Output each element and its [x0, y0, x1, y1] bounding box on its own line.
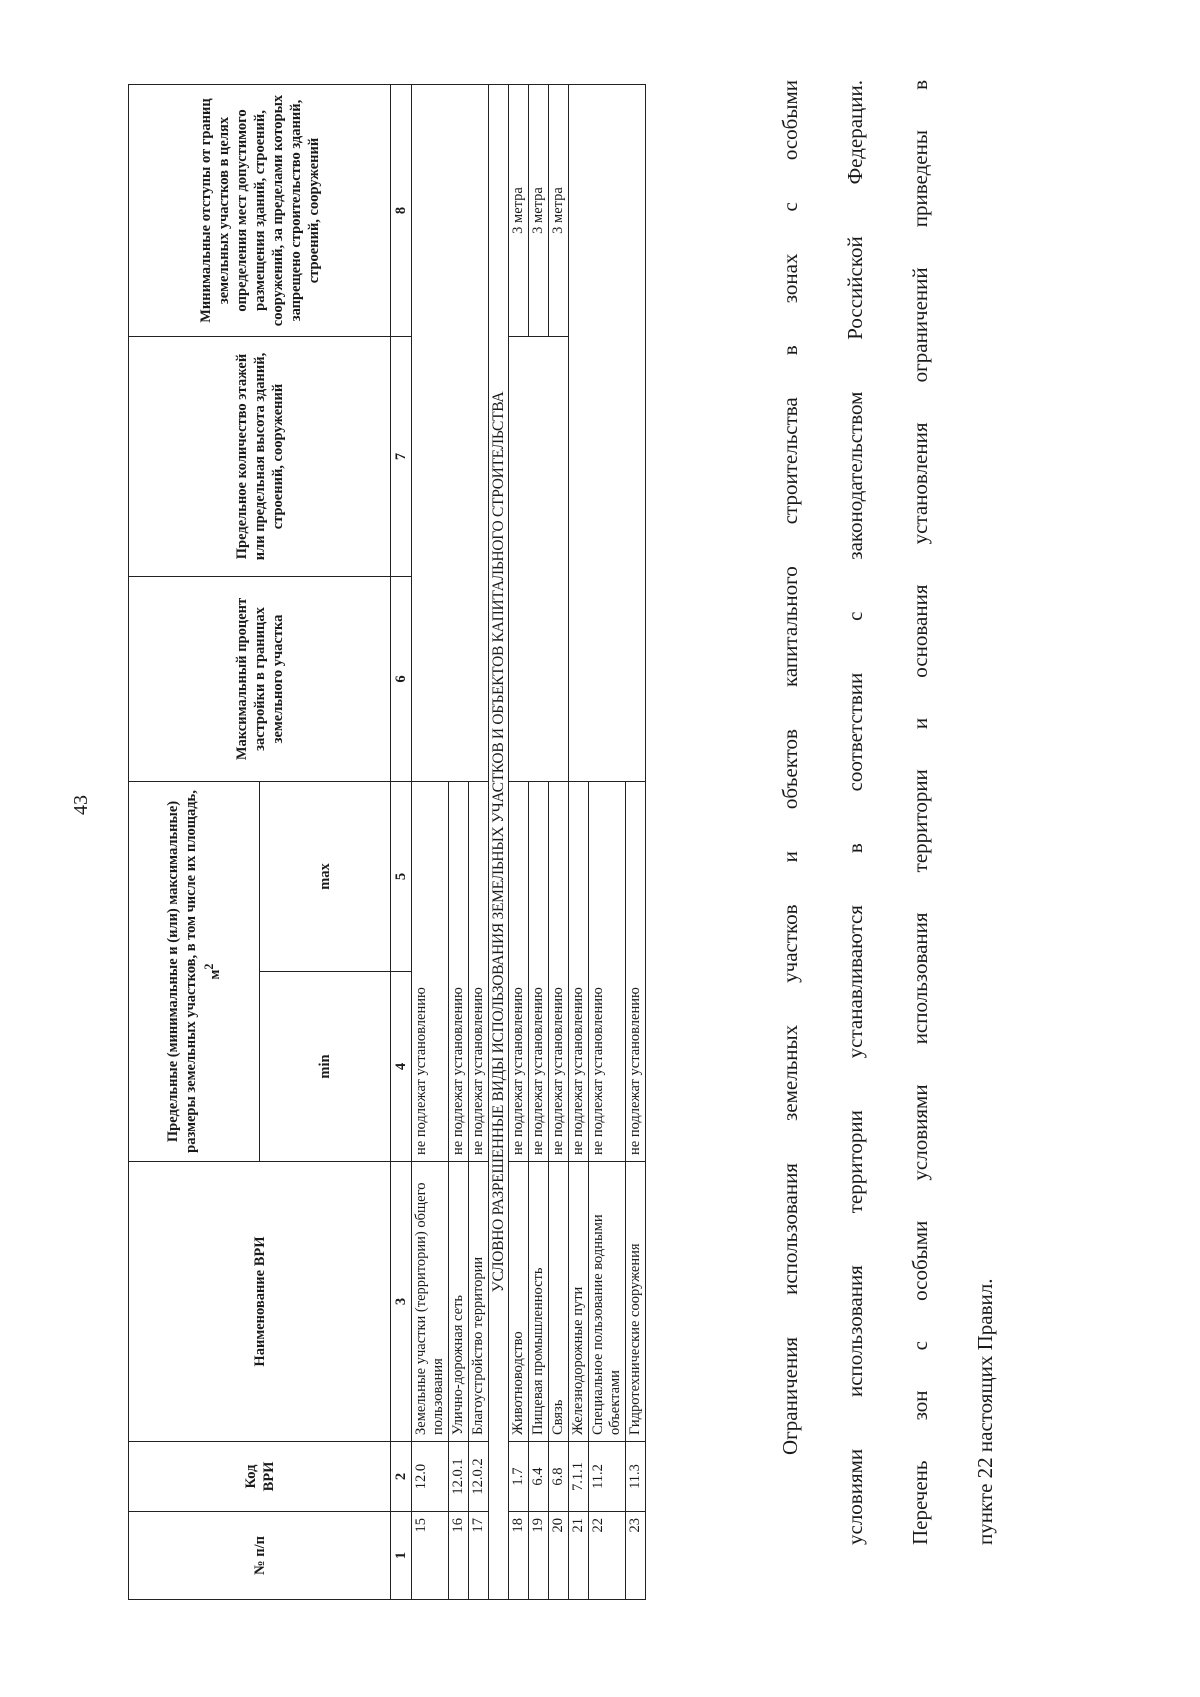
header-num: № п/п — [129, 1512, 391, 1600]
col-number: 8 — [391, 85, 412, 337]
header-code: Код ВРИ — [129, 1442, 391, 1512]
row-size: не подлежат установлению — [509, 782, 529, 1162]
header-min: min — [260, 972, 391, 1162]
merged-empty-cell — [569, 85, 646, 782]
header-setback: Минимальные отступы от границ земельных участков в целях определения мест допустимого размещения зданий, строений, сооружений, за пределами которых запрещено строительство зданий, строений, сооружений — [129, 85, 391, 337]
table-row — [549, 85, 569, 1600]
row-name: Пищевая промышленность — [529, 1162, 549, 1442]
col-number: 7 — [391, 337, 412, 577]
col-number: 6 — [391, 577, 412, 782]
row-code: 6.4 — [529, 1442, 549, 1512]
col-number: 3 — [391, 1162, 412, 1442]
row-name: Специальное пользование водными объектами — [589, 1162, 626, 1442]
col-number: 4 — [391, 972, 412, 1162]
table-row — [569, 85, 589, 1600]
header-floors: Предельное количество этажей или предельная высота зданий, строений, сооружений — [129, 337, 391, 577]
table-row — [509, 85, 529, 1600]
header-percent: Максимальный процент застройки в границах земельного участка — [129, 577, 391, 782]
paragraph-zones-line2: пункте 22 настоящих Правил. — [973, 1278, 997, 1545]
row-setback: 3 метра — [529, 85, 549, 337]
page-number: 43 — [70, 795, 92, 815]
row-size: не подлежат установлению — [449, 782, 469, 1162]
header-size: Предельные (минимальные и (или) максимальные) размеры земельных участков, в том числе их площадь, $м^2$ — [129, 782, 260, 1162]
row-size: не подлежат установлению — [549, 782, 569, 1162]
row-code: 12.0.1 — [449, 1442, 469, 1512]
row-name: Связь — [549, 1162, 569, 1442]
row-num: 16 — [449, 1512, 469, 1600]
section-title: УСЛОВНО РАЗРЕШЕННЫЕ ВИДЫ ИСПОЛЬЗОВАНИЯ ЗЕМЕЛЬНЫХ УЧАСТКОВ И ОБЪЕКТОВ КАПИТАЛЬНОГО СТРОИТЕЛЬСТВА — [489, 85, 509, 1600]
row-num: 15 — [412, 1512, 449, 1600]
row-size: не подлежат установлению — [412, 782, 449, 1162]
row-size: не подлежат установлению — [529, 782, 549, 1162]
section-row — [489, 85, 509, 1600]
row-num: 21 — [569, 1512, 589, 1600]
header-row-1 — [129, 85, 260, 1600]
row-code: 6.8 — [549, 1442, 569, 1512]
paragraph-restrictions-line1: Ограничения использования земельных участков и объектов капитального строительства в зонах с особыми — [778, 80, 802, 1455]
col-number: 5 — [391, 782, 412, 972]
paragraph-zones-line1: Перечень зон с особыми условиями использования территории и основания установления ограничений приведены в — [908, 80, 932, 1545]
row-size: не подлежат установлению — [469, 782, 489, 1162]
row-num: 19 — [529, 1512, 549, 1600]
col-number: 2 — [391, 1442, 412, 1512]
row-name: Железнодорожные пути — [569, 1162, 589, 1442]
row-num: 17 — [469, 1512, 489, 1600]
header-max: max — [260, 782, 391, 972]
paragraph-restrictions-line2: условиями использования территории устанавливаются в соответствии с законодательством Российской Федерации. — [843, 80, 867, 1545]
table-row — [412, 85, 449, 1600]
column-numbers-row — [391, 85, 412, 1600]
row-size: не подлежат установлению — [569, 782, 589, 1162]
row-code: 11.3 — [626, 1442, 646, 1512]
table-row — [529, 85, 549, 1600]
row-name: Улично-дорожная сеть — [449, 1162, 469, 1442]
row-setback: 3 метра — [509, 85, 529, 337]
row-code: 12.0.2 — [469, 1442, 489, 1512]
row-setback: 3 метра — [549, 85, 569, 337]
row-code: 1.7 — [509, 1442, 529, 1512]
row-name: Гидротехнические сооружения — [626, 1162, 646, 1442]
merged-empty-cell — [509, 337, 569, 782]
row-num: 23 — [626, 1512, 646, 1600]
row-code: 12.0 — [412, 1442, 449, 1512]
row-size: не подлежат установлению — [626, 782, 646, 1162]
merged-empty-cell — [412, 85, 489, 782]
row-name: Животноводство — [509, 1162, 529, 1442]
row-name: Благоустройство территории — [469, 1162, 489, 1442]
row-name: Земельные участки (территории) общего пользования — [412, 1162, 449, 1442]
row-code: 11.2 — [589, 1442, 626, 1512]
rotated-page-content — [0, 40, 1200, 1640]
row-size: не подлежат установлению — [589, 782, 626, 1162]
header-name: Наименование ВРИ — [129, 1162, 391, 1442]
land-use-table — [128, 84, 646, 1600]
col-number: 1 — [391, 1512, 412, 1600]
row-num: 22 — [589, 1512, 626, 1600]
row-num: 20 — [549, 1512, 569, 1600]
row-code: 7.1.1 — [569, 1442, 589, 1512]
row-num: 18 — [509, 1512, 529, 1600]
